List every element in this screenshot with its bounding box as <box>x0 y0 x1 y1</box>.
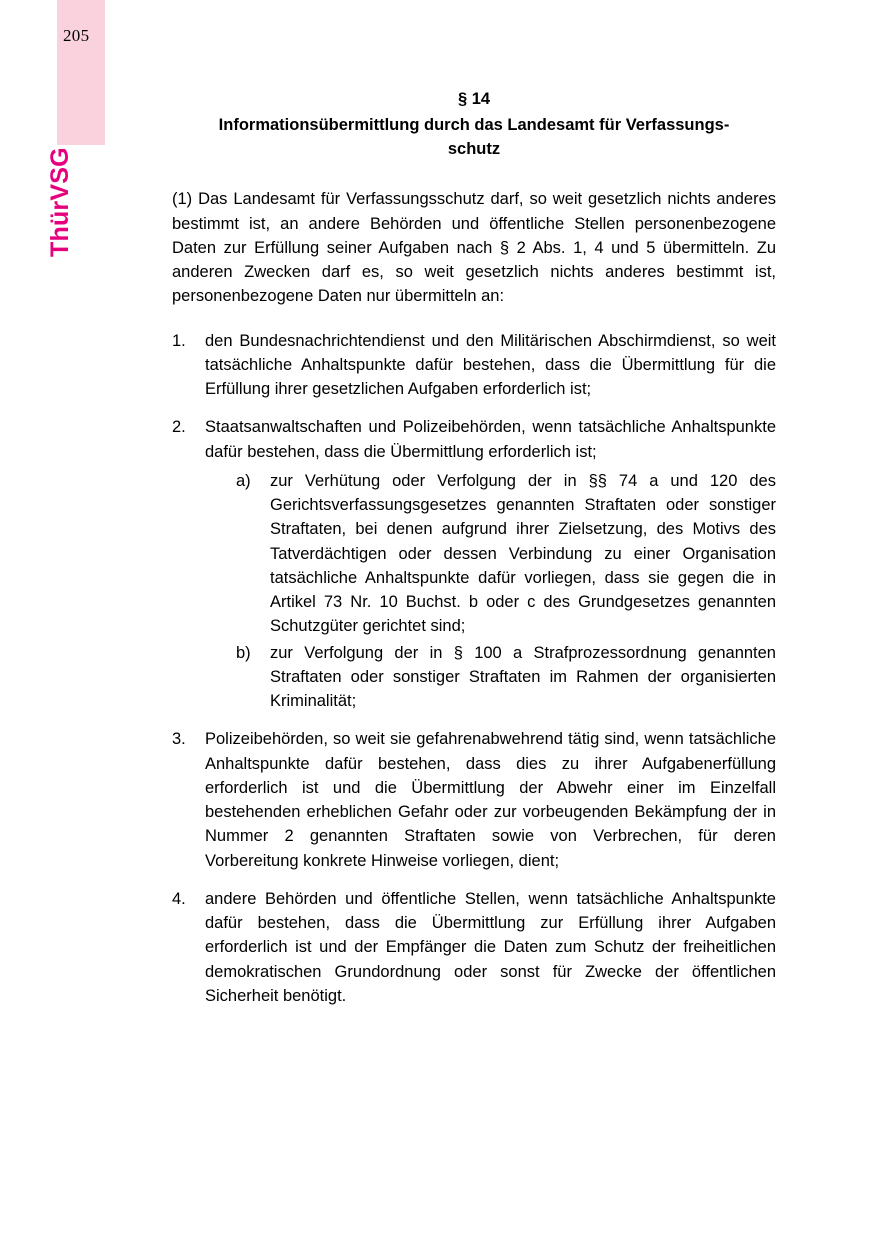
list-item-marker: 4. <box>172 889 186 908</box>
sub-list-item-text: zur Verhütung oder Verfolgung der in §§ 74 a und 120 des Gerichtsverfassungsgesetzes genannten Straftaten oder sonstiger Straftaten, bei denen aufgrund ihrer Zielsetzung, des Motivs des Tatverdächtigen oder dessen Verbindung zu einer Organisation tatsächliche Anhaltspunkte dafür vorliegen, dass sie gegen die in Artikel 73 Nr. 10 Buchst. b oder c des Grundgesetzes genannten Schutzgüter gerichtet sind; <box>270 471 776 636</box>
list-item <box>172 329 776 402</box>
numbered-list <box>172 329 776 1009</box>
list-item <box>172 887 776 1008</box>
section-heading <box>172 88 776 161</box>
list-item <box>172 415 776 713</box>
sub-list-item-text: zur Verfolgung der in § 100 a Strafprozessordnung genannten Straftaten oder sonstiger Straftaten im Rahmen der organisierten Kriminalität; <box>270 643 776 711</box>
sub-list-item-marker: b) <box>236 643 251 662</box>
section-number: § 14 <box>457 90 491 108</box>
list-item-text: andere Behörden und öffentliche Stellen, wenn tatsächliche Anhaltspunkte dafür bestehen, dass die Übermittlung zur Erfüllung ihrer Aufgaben erforderlich ist und der Empfänger die Daten zum Schutz der freiheitlichen demokratischen Grundordnung oder sonst für Zwecke der öffentlichen Sicherheit benötigt. <box>205 889 776 1005</box>
page-content <box>172 88 776 1022</box>
section-title <box>172 114 776 161</box>
sub-list-wrapper <box>236 469 776 714</box>
list-item-text: Polizeibehörden, so weit sie gefahrenabwehrend tätig sind, wenn tatsächliche Anhaltspunkte dafür bestehen, dass dies zu ihrer Aufgabenerfüllung erforderlich ist und die Übermittlung der Abwehr einer im Einzelfall bestehenden erheblichen Gefahr oder zur vorbeugenden Bekämpfung der in Nummer 2 genannten Straftaten sowie von Verbrechen, für deren Vorbereitung konkrete Hinweise vorliegen, dient; <box>205 730 776 870</box>
list-item-marker: 3. <box>172 730 186 749</box>
list-item-text: den Bundesnachrichtendienst und den Militärischen Abschirmdienst, so weit tatsächliche Anhaltspunkte dafür bestehen, dass die Übermittlung für die Erfüllung ihrer gesetzlichen Aufgaben erforderlich ist; <box>205 331 776 399</box>
list-item-text: Staatsanwaltschaften und Polizeibehörden, wenn tatsächliche Anhaltspunkte dafür bestehen, dass die Übermittlung erforderlich ist; <box>205 418 776 461</box>
paragraph-1: (1) Das Landesamt für Verfassungsschutz darf, so weit gesetzlich nichts anderes bestimmt ist, an andere Behörden und öffentliche Stellen personenbezogene Daten zur Erfüllung seiner Aufgaben nach § 2 Abs. 1, 4 und 5 übermitteln. Zu anderen Zwecken darf es, so weit gesetzlich nichts anderes bestimmt ist, personenbezogene Daten nur übermitteln an: <box>172 190 776 306</box>
section-title-line-1: Informationsübermittlung durch das Landesamt für Verfassungs- <box>218 116 730 135</box>
list-item <box>172 727 776 873</box>
lettered-list <box>236 469 776 714</box>
sub-list-item <box>236 641 776 714</box>
list-item-marker: 2. <box>172 418 186 437</box>
sub-list-item <box>236 469 776 639</box>
law-abbreviation-label: ThürVSG <box>46 147 74 257</box>
page-number: 205 <box>63 26 90 45</box>
sub-list-item-marker: a) <box>236 471 251 490</box>
section-title-line-2: schutz <box>447 139 501 158</box>
list-item-marker: 1. <box>172 331 186 350</box>
